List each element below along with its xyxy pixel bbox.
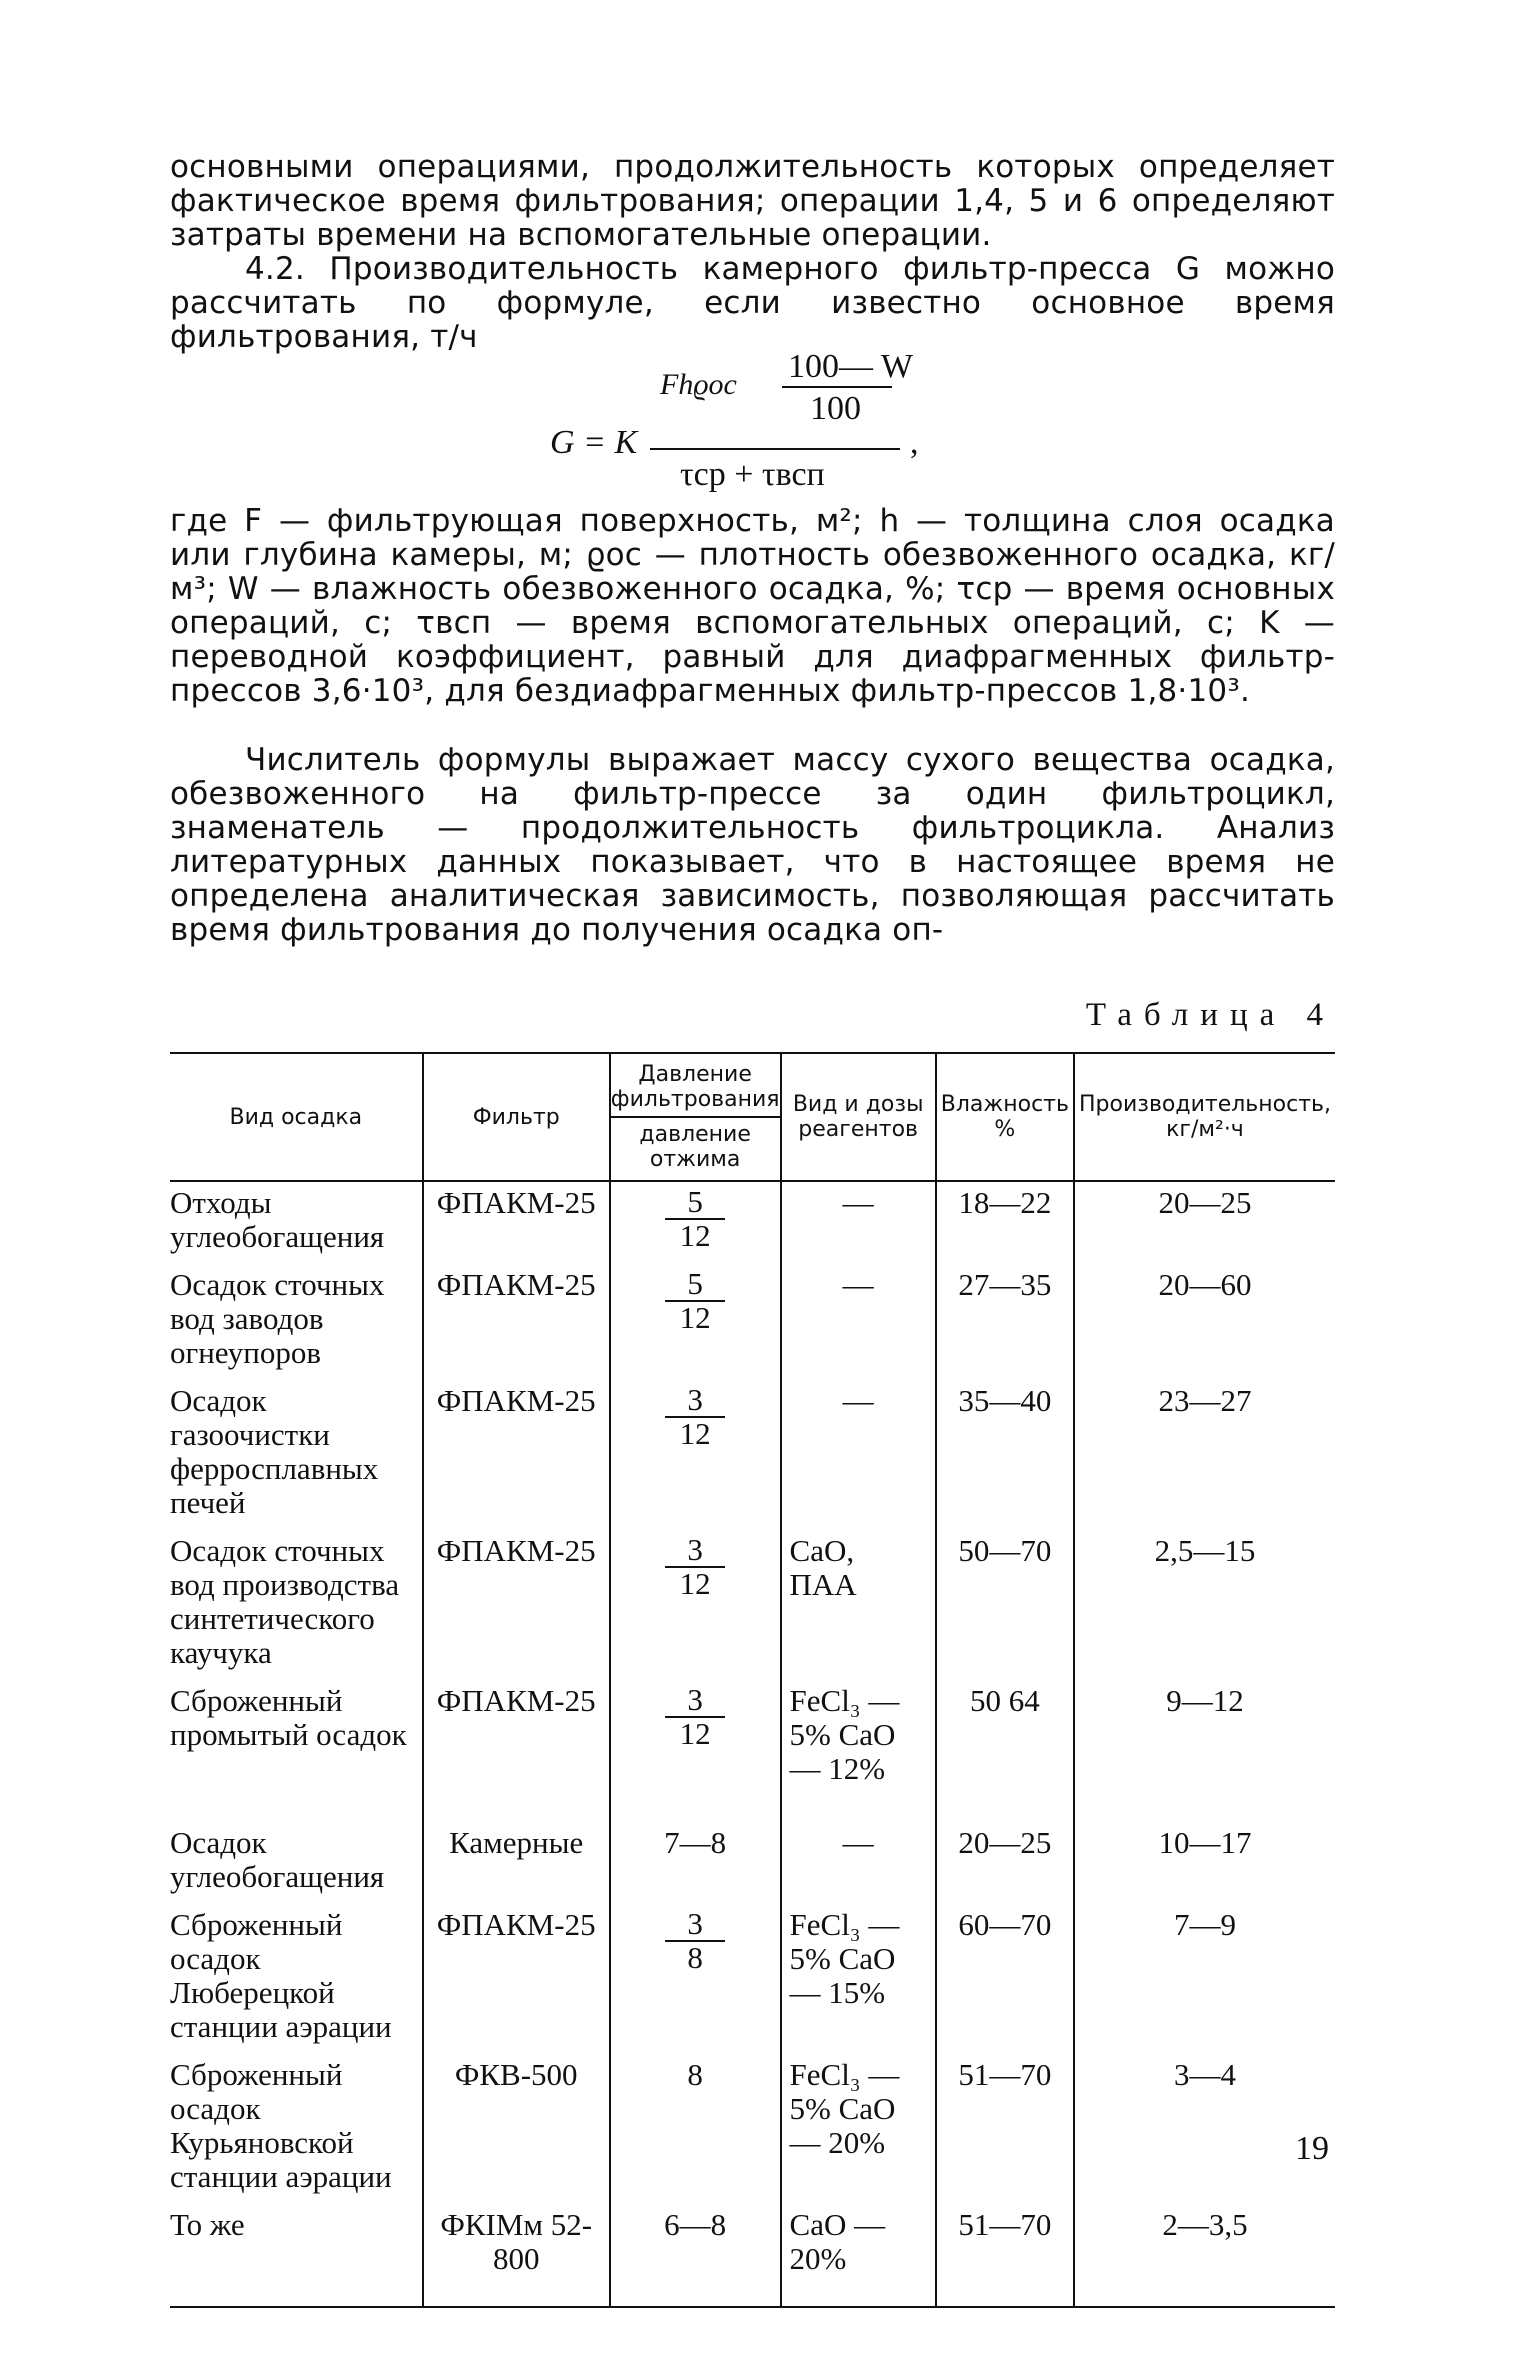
- cell-moisture: 51—70: [936, 2204, 1074, 2307]
- cell-pressure: [610, 1530, 781, 1680]
- table-row: [170, 2054, 1335, 2204]
- cell-productivity: 20—25: [1074, 1181, 1335, 1264]
- cell-filter: ФПАКМ-25: [423, 1904, 610, 2054]
- page-number: 19: [1295, 2130, 1329, 2167]
- formula-inner-denominator: 100: [810, 390, 861, 427]
- table-row: [170, 1680, 1335, 1796]
- cell-reagents: CaO, ПАА: [781, 1530, 936, 1680]
- cell-pressure: 7—8: [610, 1796, 781, 1904]
- cell-filter: ФПАКМ-25: [423, 1181, 610, 1264]
- formula-inner-numerator: 100— W: [788, 348, 913, 385]
- cell-sediment: То же: [170, 2204, 423, 2307]
- cell-productivity: 2—3,5: [1074, 2204, 1335, 2307]
- cell-reagents: —: [781, 1181, 936, 1264]
- pressure-filtration-value: 3: [665, 1534, 725, 1568]
- header-pressure: [610, 1053, 781, 1181]
- formula-inner-line: [782, 386, 892, 388]
- cell-productivity: 23—27: [1074, 1380, 1335, 1530]
- table-header-row: [170, 1053, 1335, 1181]
- header-filter: Фильтр: [423, 1053, 610, 1181]
- pressure-fraction: [665, 1186, 725, 1252]
- cell-moisture: 35—40: [936, 1380, 1074, 1530]
- cell-sediment: Осадок углеобогащения: [170, 1825, 385, 1894]
- cell-pressure: [610, 1904, 781, 2054]
- header-pressure-filtration: Давление фильтрования: [611, 1062, 780, 1118]
- pressure-filtration-value: 5: [665, 1268, 725, 1302]
- cell-filter: ФПАКМ-25: [423, 1530, 610, 1680]
- cell-sediment: Сброженный осадок Люберецкой станции аэрации: [170, 1907, 392, 2044]
- cell-sediment: Осадок газоочистки ферросплавных печей: [170, 1383, 379, 1520]
- cell-sediment: Сброженный осадок Курьяновской станции аэрации: [170, 2057, 392, 2194]
- cell-productivity: 2,5—15: [1074, 1530, 1335, 1680]
- cell-sediment: Сброженный промытый осадок: [170, 1683, 407, 1752]
- pressure-fraction: [665, 1268, 725, 1334]
- cell-reagents: CaO — 20%: [781, 2204, 936, 2307]
- cell-sediment: Осадок сточных вод производства синтетического каучука: [170, 1533, 400, 1670]
- cell-filter: ФПАКМ-25: [423, 1380, 610, 1530]
- section-4-2: 4.2. Производительность камерного фильтр-пресса G можно рассчитать по формуле, если известно основное время фильтрования, т/ч: [170, 251, 1335, 355]
- table-row: [170, 1530, 1335, 1680]
- cell-moisture: 18—22: [936, 1181, 1074, 1264]
- cell-reagents: —: [781, 1380, 936, 1530]
- table-caption: Таблица 4: [1085, 997, 1335, 1033]
- pressure-squeeze-value: 8: [687, 1940, 703, 1975]
- header-pressure-squeeze: давление отжима: [639, 1122, 751, 1172]
- table-row: [170, 1796, 1335, 1904]
- table-row: [170, 1264, 1335, 1380]
- cell-reagents: FeCl₃ — 5% CaO — 15%: [781, 1904, 936, 2054]
- cell-moisture: 50—70: [936, 1530, 1074, 1680]
- table-4: [170, 1052, 1335, 2308]
- cell-productivity: 7—9: [1074, 1904, 1335, 2054]
- cell-sediment: Отходы углеобогащения: [170, 1185, 385, 1254]
- formula-lhs: G = K: [550, 424, 638, 461]
- page-content: [170, 150, 1335, 2308]
- cell-productivity: 20—60: [1074, 1264, 1335, 1380]
- formula-denominator: τср + τвсп: [680, 456, 825, 493]
- table-row: [170, 1181, 1335, 1264]
- cell-reagents: —: [781, 1796, 936, 1904]
- pressure-fraction: [665, 1384, 725, 1450]
- cell-pressure: 8: [610, 2054, 781, 2204]
- cell-filter: Камерные: [423, 1796, 610, 1904]
- pressure-filtration-value: 3: [665, 1384, 725, 1418]
- pressure-squeeze-value: 12: [679, 1300, 711, 1335]
- cell-filter: ФПАКМ-25: [423, 1264, 610, 1380]
- pressure-filtration-value: 3: [665, 1684, 725, 1718]
- cell-reagents: FeCl₃ — 5% CaO — 12%: [781, 1680, 936, 1796]
- productivity-formula: [170, 348, 1335, 504]
- cell-sediment: Осадок сточных вод заводов огнеупоров: [170, 1267, 385, 1370]
- pressure-squeeze-value: 12: [679, 1416, 711, 1451]
- where-text: где F — фильтрующая поверхность, м²; h — толщина слоя осадка или глубина камеры, м; ϱос — плотность обезвоженного осадка, кг/м³; W — влажность обезвоженного осадка, %; τср — время основных операций, с; τвсп — время вспомогательных операций, с; K — переводной коэффициент, равный для диафрагменных фильтр-прессов 3,6·10³, для бездиафрагменных фильтр-прессов 1,8·10³.: [170, 503, 1335, 709]
- intro-text: основными операциями, продолжительность которых определяет фактическое время фильтрования; операции 1,4, 5 и 6 определяют затраты времени на вспомогательные операции.: [170, 149, 1335, 253]
- formula-comma: ,: [910, 424, 919, 461]
- formula-factor: Fhϱос: [660, 368, 737, 401]
- pressure-filtration-value: 3: [665, 1908, 725, 1942]
- cell-moisture: 50 64: [936, 1680, 1074, 1796]
- table-row: [170, 1904, 1335, 2054]
- cell-pressure: [610, 1680, 781, 1796]
- paragraph-text: Числитель формулы выражает массу сухого вещества осадка, обезвоженного на фильтр-прессе за один фильтроцикл, знаменатель — продолжительность фильтроцикла. Анализ литературных данных показывает, что в настоящее время не определена аналитическая зависимость, позволяющая рассчитать время фильтрования до получения осадка оп-: [170, 742, 1335, 948]
- cell-pressure: [610, 1181, 781, 1264]
- pressure-fraction: [665, 1534, 725, 1600]
- pressure-fraction: [665, 1684, 725, 1750]
- cell-moisture: 60—70: [936, 1904, 1074, 2054]
- pressure-squeeze-value: 12: [679, 1716, 711, 1751]
- pressure-squeeze-value: 12: [679, 1218, 711, 1253]
- cell-pressure: [610, 1264, 781, 1380]
- header-sediment: Вид осадка: [170, 1053, 423, 1181]
- table-row: [170, 1380, 1335, 1530]
- cell-productivity: 10—17: [1074, 1796, 1335, 1904]
- cell-moisture: 51—70: [936, 2054, 1074, 2204]
- cell-productivity: 3—4: [1074, 2054, 1335, 2204]
- cell-filter: ФПАКМ-25: [423, 1680, 610, 1796]
- table-row: [170, 2204, 1335, 2307]
- cell-filter: ФКВ-500: [423, 2054, 610, 2204]
- pressure-filtration-value: 5: [665, 1186, 725, 1220]
- cell-reagents: FeCl₃ — 5% CaO — 20%: [781, 2054, 936, 2204]
- header-productivity: Производительность, кг/м²·ч: [1074, 1053, 1335, 1181]
- pressure-fraction: [665, 1908, 725, 1974]
- cell-pressure: [610, 1380, 781, 1530]
- cell-productivity: 9—12: [1074, 1680, 1335, 1796]
- formula-main-line: [650, 448, 900, 450]
- header-moisture: Влажность %: [936, 1053, 1074, 1181]
- cell-filter: ФКIМм 52-800: [423, 2204, 610, 2307]
- pressure-squeeze-value: 12: [679, 1566, 711, 1601]
- cell-pressure: 6—8: [610, 2204, 781, 2307]
- header-reagents: Вид и дозы реагентов: [781, 1053, 936, 1181]
- cell-moisture: 27—35: [936, 1264, 1074, 1380]
- cell-moisture: 20—25: [936, 1796, 1074, 1904]
- cell-reagents: —: [781, 1264, 936, 1380]
